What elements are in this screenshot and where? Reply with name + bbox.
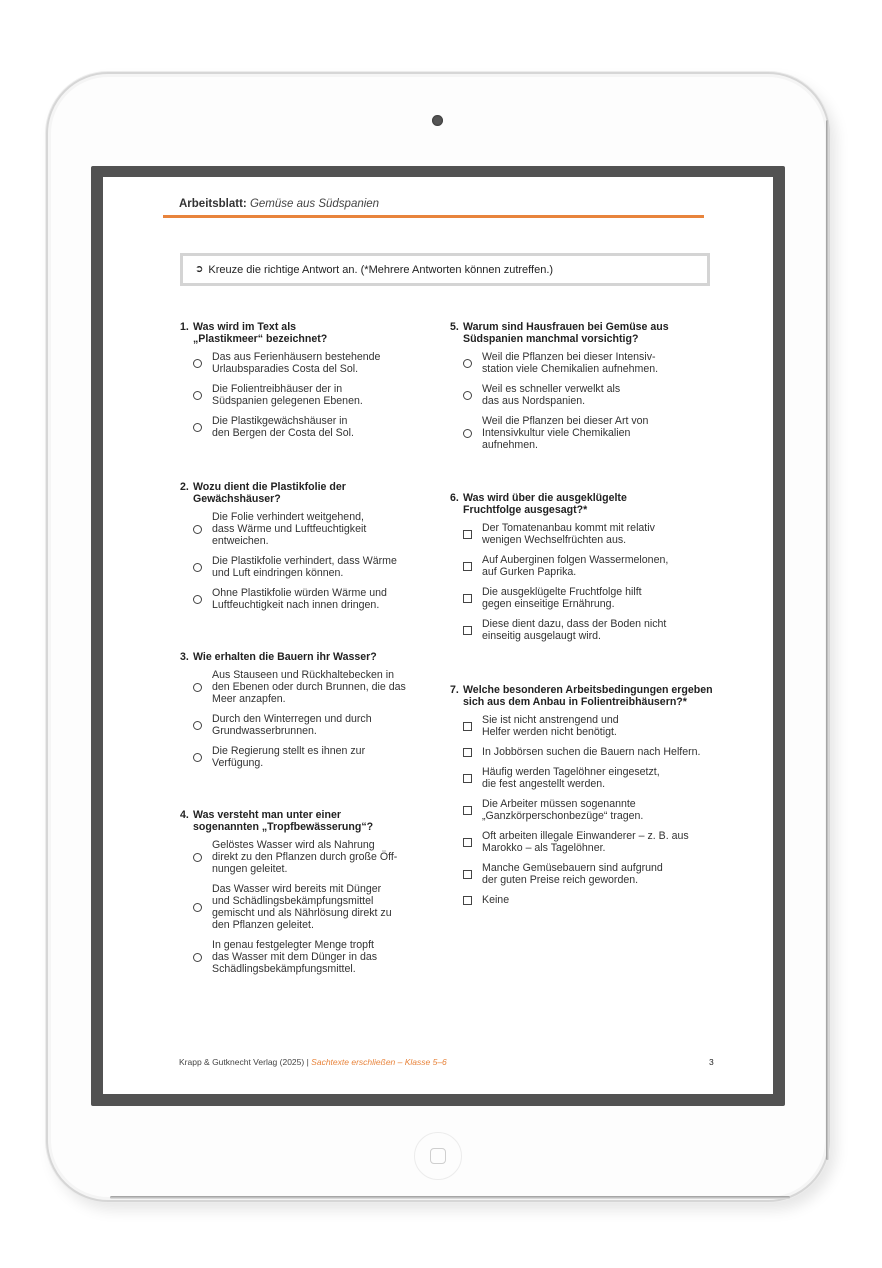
question-number: 7. bbox=[450, 684, 459, 696]
option-label: Weil die Pflanzen bei dieser Art von Intensivkultur viele Chemikalien aufnehmen. bbox=[482, 415, 649, 451]
option-label: In genau festgelegter Menge tropft das Wasser mit dem Dünger in das Schädlingsbekämpfungsmittel. bbox=[212, 939, 378, 975]
radio-button[interactable] bbox=[463, 429, 472, 438]
question-text: Was wird im Text als „Plastikmeer“ bezeichnet? bbox=[193, 321, 328, 345]
radio-button[interactable] bbox=[193, 753, 202, 762]
answer-option[interactable] bbox=[180, 511, 430, 547]
answer-option[interactable] bbox=[450, 522, 720, 546]
page-footer bbox=[179, 1057, 447, 1067]
circular-arrow-icon: ➲ bbox=[195, 264, 204, 275]
question-number: 4. bbox=[180, 809, 189, 821]
answer-options bbox=[180, 511, 430, 611]
question-title bbox=[450, 492, 720, 516]
answer-option[interactable] bbox=[450, 798, 720, 822]
answer-option[interactable] bbox=[450, 618, 720, 642]
question-title bbox=[180, 321, 430, 345]
radio-button[interactable] bbox=[193, 721, 202, 730]
worksheet-title: Gemüse aus Südspanien bbox=[249, 198, 380, 210]
header-divider bbox=[163, 215, 704, 218]
checkbox[interactable] bbox=[463, 870, 472, 879]
answer-option[interactable] bbox=[450, 383, 720, 407]
option-label: Das aus Ferienhäusern bestehende Urlaubsparadies Costa del Sol. bbox=[212, 351, 381, 375]
option-label: Manche Gemüsebauern sind aufgrund der guten Preise reich geworden. bbox=[482, 862, 663, 886]
question-2 bbox=[180, 481, 430, 619]
answer-option[interactable] bbox=[180, 745, 440, 769]
answer-option[interactable] bbox=[450, 351, 720, 375]
answer-option[interactable] bbox=[180, 555, 430, 579]
answer-options bbox=[180, 669, 440, 769]
question-7 bbox=[450, 684, 720, 914]
option-label: Weil die Pflanzen bei dieser Intensiv- station viele Chemikalien aufnehmen. bbox=[482, 351, 659, 375]
option-label: Das Wasser wird bereits mit Dünger und Schädlingsbekämpfungsmittel gemischt und als Nährlösung direkt zu den Pflanzen geleitet. bbox=[212, 883, 392, 931]
tablet-edge bbox=[826, 120, 829, 1160]
answer-option[interactable] bbox=[180, 839, 430, 875]
question-1 bbox=[180, 321, 430, 447]
option-label: Häufig werden Tagelöhner eingesetzt, die fest angestellt werden. bbox=[482, 766, 660, 790]
checkbox[interactable] bbox=[463, 748, 472, 757]
answer-option[interactable] bbox=[180, 713, 440, 737]
option-label: Weil es schneller verwelkt als das aus Nordspanien. bbox=[482, 383, 621, 407]
answer-option[interactable] bbox=[180, 939, 430, 975]
option-label: Ohne Plastikfolie würden Wärme und Luftfeuchtigkeit nach innen dringen. bbox=[212, 587, 387, 611]
option-label: Gelöstes Wasser wird als Nahrung direkt zu den Pflanzen durch große Öff- nungen geleitet. bbox=[212, 839, 398, 875]
answer-option[interactable] bbox=[450, 894, 720, 906]
radio-button[interactable] bbox=[193, 903, 202, 912]
question-number: 6. bbox=[450, 492, 459, 504]
answer-option[interactable] bbox=[450, 586, 720, 610]
option-label: Aus Stauseen und Rückhaltebecken in den Ebenen oder durch Brunnen, die das Meer anzapfen. bbox=[212, 669, 406, 705]
checkbox[interactable] bbox=[463, 896, 472, 905]
footer-publisher: Krapp & Gutknecht Verlag (2025) | bbox=[179, 1057, 309, 1067]
answer-option[interactable] bbox=[450, 766, 720, 790]
option-label: Durch den Winterregen und durch Grundwasserbrunnen. bbox=[212, 713, 372, 737]
answer-option[interactable] bbox=[450, 554, 720, 578]
answer-options bbox=[450, 351, 720, 451]
checkbox[interactable] bbox=[463, 562, 472, 571]
radio-button[interactable] bbox=[193, 525, 202, 534]
option-label: Die Folientreibhäuser der in Südspanien gelegenen Ebenen. bbox=[212, 383, 363, 407]
question-title bbox=[180, 809, 430, 833]
checkbox[interactable] bbox=[463, 626, 472, 635]
checkbox[interactable] bbox=[463, 806, 472, 815]
option-label: Oft arbeiten illegale Einwanderer – z. B. aus Marokko – als Tagelöhner. bbox=[482, 830, 689, 854]
option-label: Die Folie verhindert weitgehend, dass Wärme und Luftfeuchtigkeit entweichen. bbox=[212, 511, 367, 547]
question-title bbox=[450, 684, 720, 708]
radio-button[interactable] bbox=[193, 563, 202, 572]
question-title bbox=[180, 481, 430, 505]
answer-option[interactable] bbox=[180, 669, 440, 705]
answer-option[interactable] bbox=[180, 883, 430, 931]
question-text: Welche besonderen Arbeitsbedingungen ergeben sich aus dem Anbau in Folientreibhäusern?* bbox=[463, 684, 713, 708]
radio-button[interactable] bbox=[193, 953, 202, 962]
question-title bbox=[450, 321, 720, 345]
option-label: Die Regierung stellt es ihnen zur Verfügung. bbox=[212, 745, 366, 769]
question-text: Wozu dient die Plastikfolie der Gewächshäuser? bbox=[193, 481, 346, 505]
option-label: Sie ist nicht anstrengend und Helfer werden nicht benötigt. bbox=[482, 714, 619, 738]
answer-option[interactable] bbox=[450, 746, 720, 758]
question-number: 5. bbox=[450, 321, 459, 333]
radio-button[interactable] bbox=[193, 683, 202, 692]
question-4 bbox=[180, 809, 430, 983]
option-label: Auf Auberginen folgen Wassermelonen, auf Gurken Paprika. bbox=[482, 554, 669, 578]
page-number: 3 bbox=[709, 1057, 714, 1067]
question-text: Warum sind Hausfrauen bei Gemüse aus Südspanien manchmal vorsichtig? bbox=[463, 321, 669, 345]
answer-option[interactable] bbox=[180, 587, 430, 611]
answer-option[interactable] bbox=[180, 415, 430, 439]
home-button[interactable] bbox=[414, 1132, 462, 1180]
answer-option[interactable] bbox=[180, 383, 430, 407]
question-3 bbox=[180, 651, 440, 777]
radio-button[interactable] bbox=[193, 853, 202, 862]
radio-button[interactable] bbox=[463, 359, 472, 368]
question-text: Wie erhalten die Bauern ihr Wasser? bbox=[193, 651, 377, 663]
answer-option[interactable] bbox=[450, 714, 720, 738]
answer-options bbox=[180, 839, 430, 975]
instruction-text: Kreuze die richtige Antwort an. (*Mehrere Antworten können zutreffen.) bbox=[208, 263, 554, 276]
radio-button[interactable] bbox=[193, 359, 202, 368]
question-text: Was wird über die ausgeklügelte Fruchtfolge ausgesagt?* bbox=[463, 492, 627, 516]
question-5 bbox=[450, 321, 720, 459]
answer-option[interactable] bbox=[450, 830, 720, 854]
page-header bbox=[179, 198, 379, 210]
question-number: 3. bbox=[180, 651, 189, 663]
option-label: In Jobbörsen suchen die Bauern nach Helfern. bbox=[482, 746, 701, 758]
radio-button[interactable] bbox=[193, 423, 202, 432]
radio-button[interactable] bbox=[463, 391, 472, 400]
answer-option[interactable] bbox=[180, 351, 430, 375]
option-label: Die ausgeklügelte Fruchtfolge hilft gegen einseitige Ernährung. bbox=[482, 586, 642, 610]
camera-icon bbox=[432, 115, 443, 126]
checkbox[interactable] bbox=[463, 838, 472, 847]
radio-button[interactable] bbox=[193, 595, 202, 604]
header-label: Arbeitsblatt: bbox=[179, 198, 247, 210]
question-number: 1. bbox=[180, 321, 189, 333]
option-label: Die Plastikfolie verhindert, dass Wärme und Luft eindringen können. bbox=[212, 555, 397, 579]
option-label: Die Plastikgewächshäuser in den Bergen der Costa del Sol. bbox=[212, 415, 354, 439]
answer-option[interactable] bbox=[450, 415, 720, 451]
answer-option[interactable] bbox=[450, 862, 720, 886]
instruction-box bbox=[180, 253, 710, 286]
question-text: Was versteht man unter einer sogenannten „Tropfbewässerung“? bbox=[193, 809, 374, 833]
answer-options bbox=[180, 351, 430, 439]
tablet-edge bbox=[110, 1196, 790, 1199]
question-title bbox=[180, 651, 440, 663]
checkbox[interactable] bbox=[463, 722, 472, 731]
option-label: Die Arbeiter müssen sogenannte „Ganzkörperschonbezüge“ tragen. bbox=[482, 798, 644, 822]
home-square-icon bbox=[430, 1148, 446, 1164]
question-number: 2. bbox=[180, 481, 189, 493]
checkbox[interactable] bbox=[463, 594, 472, 603]
checkbox[interactable] bbox=[463, 530, 472, 539]
answer-options bbox=[450, 714, 720, 906]
option-label: Diese dient dazu, dass der Boden nicht einseitig ausgelaugt wird. bbox=[482, 618, 667, 642]
option-label: Keine bbox=[482, 894, 510, 906]
question-6 bbox=[450, 492, 720, 650]
footer-series: Sachtexte erschließen – Klasse 5–6 bbox=[311, 1057, 447, 1067]
checkbox[interactable] bbox=[463, 774, 472, 783]
answer-options bbox=[450, 522, 720, 642]
option-label: Der Tomatenanbau kommt mit relativ wenigen Wechselfrüchten aus. bbox=[482, 522, 655, 546]
radio-button[interactable] bbox=[193, 391, 202, 400]
